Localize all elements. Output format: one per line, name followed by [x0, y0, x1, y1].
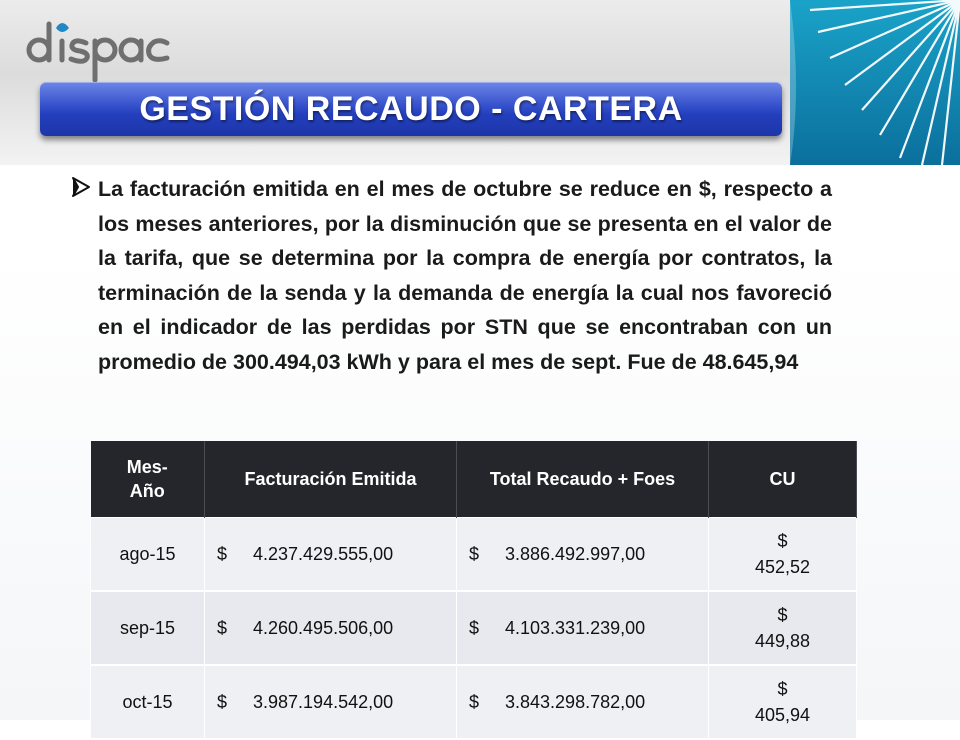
cell-mes: sep-15 — [91, 591, 205, 665]
table-row — [91, 591, 857, 665]
corner-decoration — [790, 0, 960, 165]
dispac-logo — [22, 14, 172, 84]
cell-cu: $ 449,88 — [709, 591, 857, 665]
table-row — [91, 518, 857, 592]
cell-cu: $ 405,94 — [709, 665, 857, 739]
cell-recaudo: $ 4.103.331.239,00 — [457, 591, 709, 665]
cell-mes: oct-15 — [91, 665, 205, 739]
cell-recaudo: $ 3.843.298.782,00 — [457, 665, 709, 739]
header-mes-ano: Mes- Año — [91, 441, 205, 518]
cell-cu: $ 452,52 — [709, 518, 857, 592]
header-cu: CU — [709, 441, 857, 518]
bullet-text: La facturación emitida en el mes de octubre se reduce en $, respecto a los meses anteriores, por la disminución que se presenta en el valor de la tarifa, que se determina por la compra de energía por contratos, la terminación de la senda y la demanda de energía la cual nos favoreció en el indicador de las perdidas por STN que se encontraban con un promedio de 300.494,03 kWh y para el mes de sept. Fue de 48.645,94 — [98, 177, 832, 374]
billing-table — [90, 441, 857, 740]
cell-facturacion: $ 4.260.495.506,00 — [205, 591, 457, 665]
title-banner — [40, 82, 782, 136]
bullet-paragraph — [70, 172, 832, 379]
cell-facturacion: $ 3.987.194.542,00 — [205, 665, 457, 739]
table-header-row — [91, 441, 857, 518]
header-facturacion: Facturación Emitida — [205, 441, 457, 518]
arrow-bullet-icon — [70, 176, 92, 198]
cell-mes: ago-15 — [91, 518, 205, 592]
table-row — [91, 665, 857, 739]
page-title: GESTIÓN RECAUDO - CARTERA — [139, 89, 683, 128]
cell-recaudo: $ 3.886.492.997,00 — [457, 518, 709, 592]
header-recaudo: Total Recaudo + Foes — [457, 441, 709, 518]
cell-facturacion: $ 4.237.429.555,00 — [205, 518, 457, 592]
